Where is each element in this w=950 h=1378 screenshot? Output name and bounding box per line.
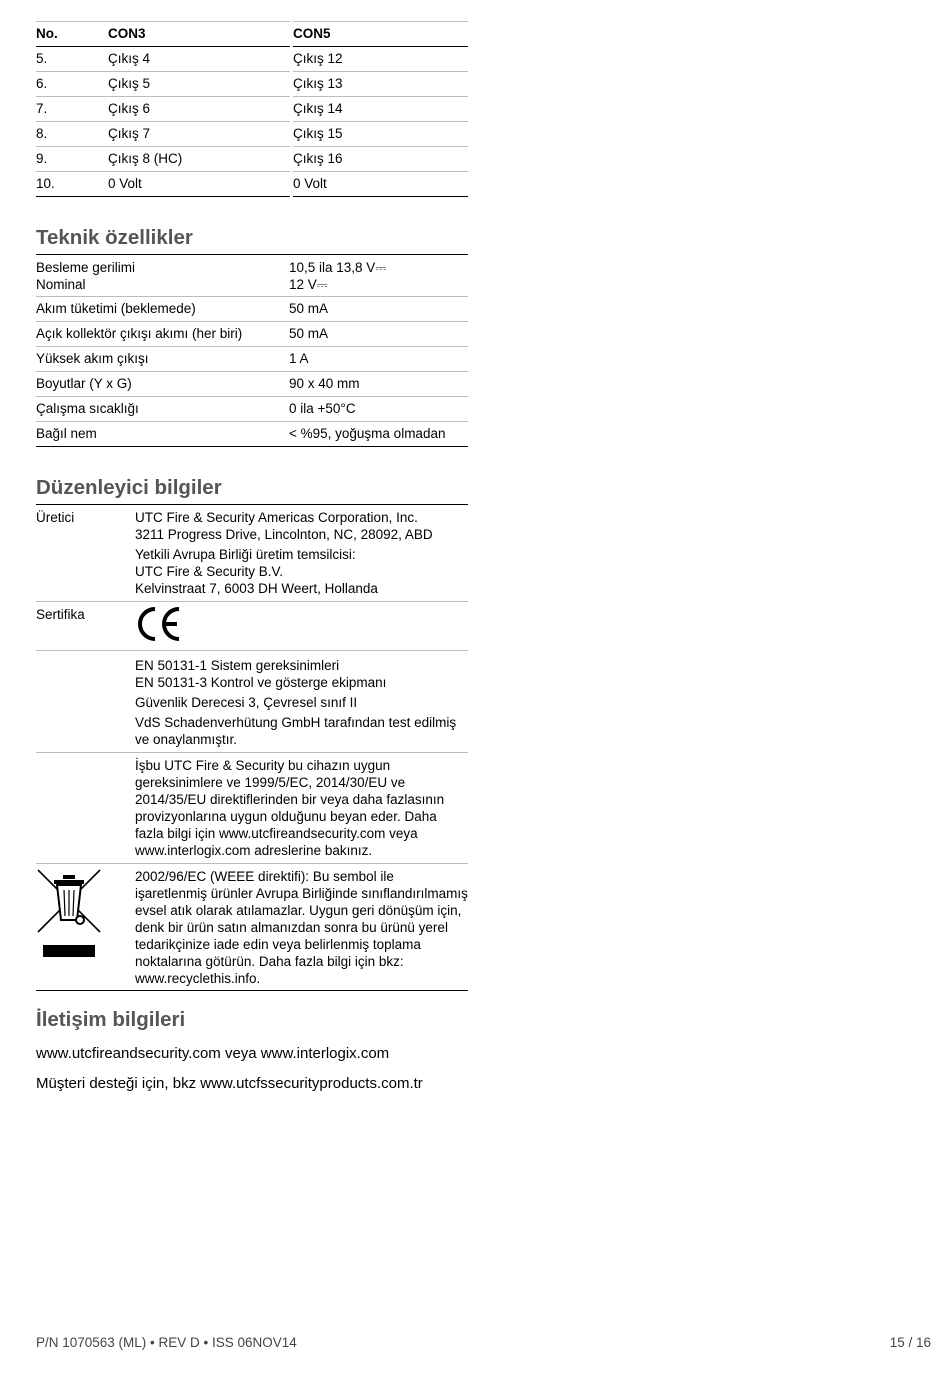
spec-label: Bağıl nem [36,426,97,441]
con5-value: Çıkış 13 [292,72,469,97]
manufacturer-name: UTC Fire & Security Americas Corporation, Inc. [135,510,418,525]
certification-label: Sertifika [36,607,85,622]
column-header-con5: CON5 [292,22,469,47]
spec-value: 1 A [289,351,309,366]
con3-value: Çıkış 5 [108,72,292,97]
standard-en50131-1: EN 50131-1 Sistem gereksinimleri [135,658,340,673]
column-header-no: No. [36,22,108,47]
eu-rep-address: Kelvinstraat 7, 6003 DH Weert, Hollanda [135,581,378,596]
table-row [36,72,468,97]
spec-label: Çalışma sıcaklığı [36,401,139,416]
con3-value: Çıkış 7 [108,122,292,147]
spec-label: Akım tüketimi (beklemede) [36,301,196,316]
manufacturer-address: 3211 Progress Drive, Lincolnton, NC, 28092, ABD [135,527,433,542]
standards-row [36,651,468,753]
con5-value: Çıkış 12 [292,47,469,72]
spec-value: 50 mA [289,301,329,316]
spec-row [36,322,468,347]
pin-number: 5. [36,47,108,72]
declaration-row [36,753,468,864]
con5-value: 0 Volt [292,172,469,197]
pin-number: 6. [36,72,108,97]
vds-approval: VdS Schadenverhütung GmbH tarafından test edilmiş ve onaylanmıştır. [135,715,457,747]
table-row [36,147,468,172]
tech-specs-title: Teknik özellikler [36,226,468,255]
manufacturer-row [36,505,468,602]
nominal-label: Nominal [36,277,86,292]
table-row [36,122,468,147]
spec-label: Boyutlar (Y x G) [36,376,132,391]
spec-value: 50 mA [289,326,329,341]
spec-value: 0 ila +50°C [289,401,356,416]
spec-value: < %95, yoğuşma olmadan [289,426,446,441]
pin-number: 8. [36,122,108,147]
eu-rep-heading: Yetkili Avrupa Birliği üretim temsilcisi: [135,547,356,562]
manufacturer-label: Üretici [36,510,75,525]
ce-mark-icon [135,606,183,642]
spec-row [36,422,468,447]
weee-crossed-bin-icon [36,868,102,960]
contact-support: Müşteri desteği için, bkz www.utcfssecurityproducts.com.tr [36,1075,423,1092]
con3-value: Çıkış 8 (HC) [108,147,292,172]
standard-en50131-3: EN 50131-3 Kontrol ve gösterge ekipmanı [135,675,387,690]
nominal-value: 12 V⎓ [289,277,328,292]
pin-number: 10. [36,172,108,197]
con3-value: Çıkış 6 [108,97,292,122]
regulatory-section [36,476,468,991]
supply-label: Besleme gerilimi [36,260,136,275]
con3-value: Çıkış 4 [108,47,292,72]
table-row [36,172,468,197]
regulatory-title: Düzenleyici bilgiler [36,476,468,505]
contact-title: İletişim bilgileri [36,1008,186,1031]
con5-value: Çıkış 15 [292,122,469,147]
spec-row-supply [36,255,468,297]
spec-row [36,297,468,322]
eu-rep-name: UTC Fire & Security B.V. [135,564,284,579]
con5-value: Çıkış 14 [292,97,469,122]
security-grade: Güvenlik Derecesi 3, Çevresel sınıf II [135,695,358,710]
page-number: 15 / 16 [889,1335,931,1350]
certification-row [36,602,468,651]
con5-value: Çıkış 16 [292,147,469,172]
part-number: P/N 1070563 (ML) • REV D • ISS 06NOV14 [36,1335,297,1350]
spec-value: 90 x 40 mm [289,376,360,391]
supply-value: 10,5 ila 13,8 V⎓ [289,260,387,275]
spec-row [36,372,468,397]
table-row [36,47,468,72]
weee-text: 2002/96/EC (WEEE direktifi): Bu sembol ile işaretlenmiş ürünler Avrupa Birliğinde sınıflandırılmamış evsel atık olarak atılamazlar. Uygun geri dönüşüm için, denk bir ürün satın almanızdan sonra bu ürünü yerel tedarikçinize iade edin veya belirlenmiş toplama noktalarına götürün. Daha fazla bilgi için bkz: www.recyclethis.info. [135,869,468,986]
column-header-con3: CON3 [108,22,292,47]
pin-table-header [36,22,468,47]
spec-label: Açık kollektör çıkışı akımı (her biri) [36,326,243,341]
contact-section [36,1008,468,1092]
pin-number: 9. [36,147,108,172]
pin-table [36,21,468,197]
contact-websites: www.utcfireandsecurity.com veya www.interlogix.com [36,1045,390,1062]
spec-row [36,347,468,372]
spec-label: Yüksek akım çıkışı [36,351,149,366]
declaration-text: İşbu UTC Fire & Security bu cihazın uygun gereksinimlere ve 1999/5/EC, 2014/30/EU ve 2014/35/EU direktiflerinden bir veya daha fazlasının provizyonlarına uygun olduğunu beyan eder. Daha fazla bilgi için www.utcfireandsecurity.com veya www.interlogix.com adreslerine bakınız. [135,758,445,858]
spec-row [36,397,468,422]
page-content [36,0,468,1092]
weee-row [36,864,468,991]
pin-number: 7. [36,97,108,122]
table-row [36,97,468,122]
tech-specs-section [36,226,468,447]
con3-value: 0 Volt [108,172,292,197]
